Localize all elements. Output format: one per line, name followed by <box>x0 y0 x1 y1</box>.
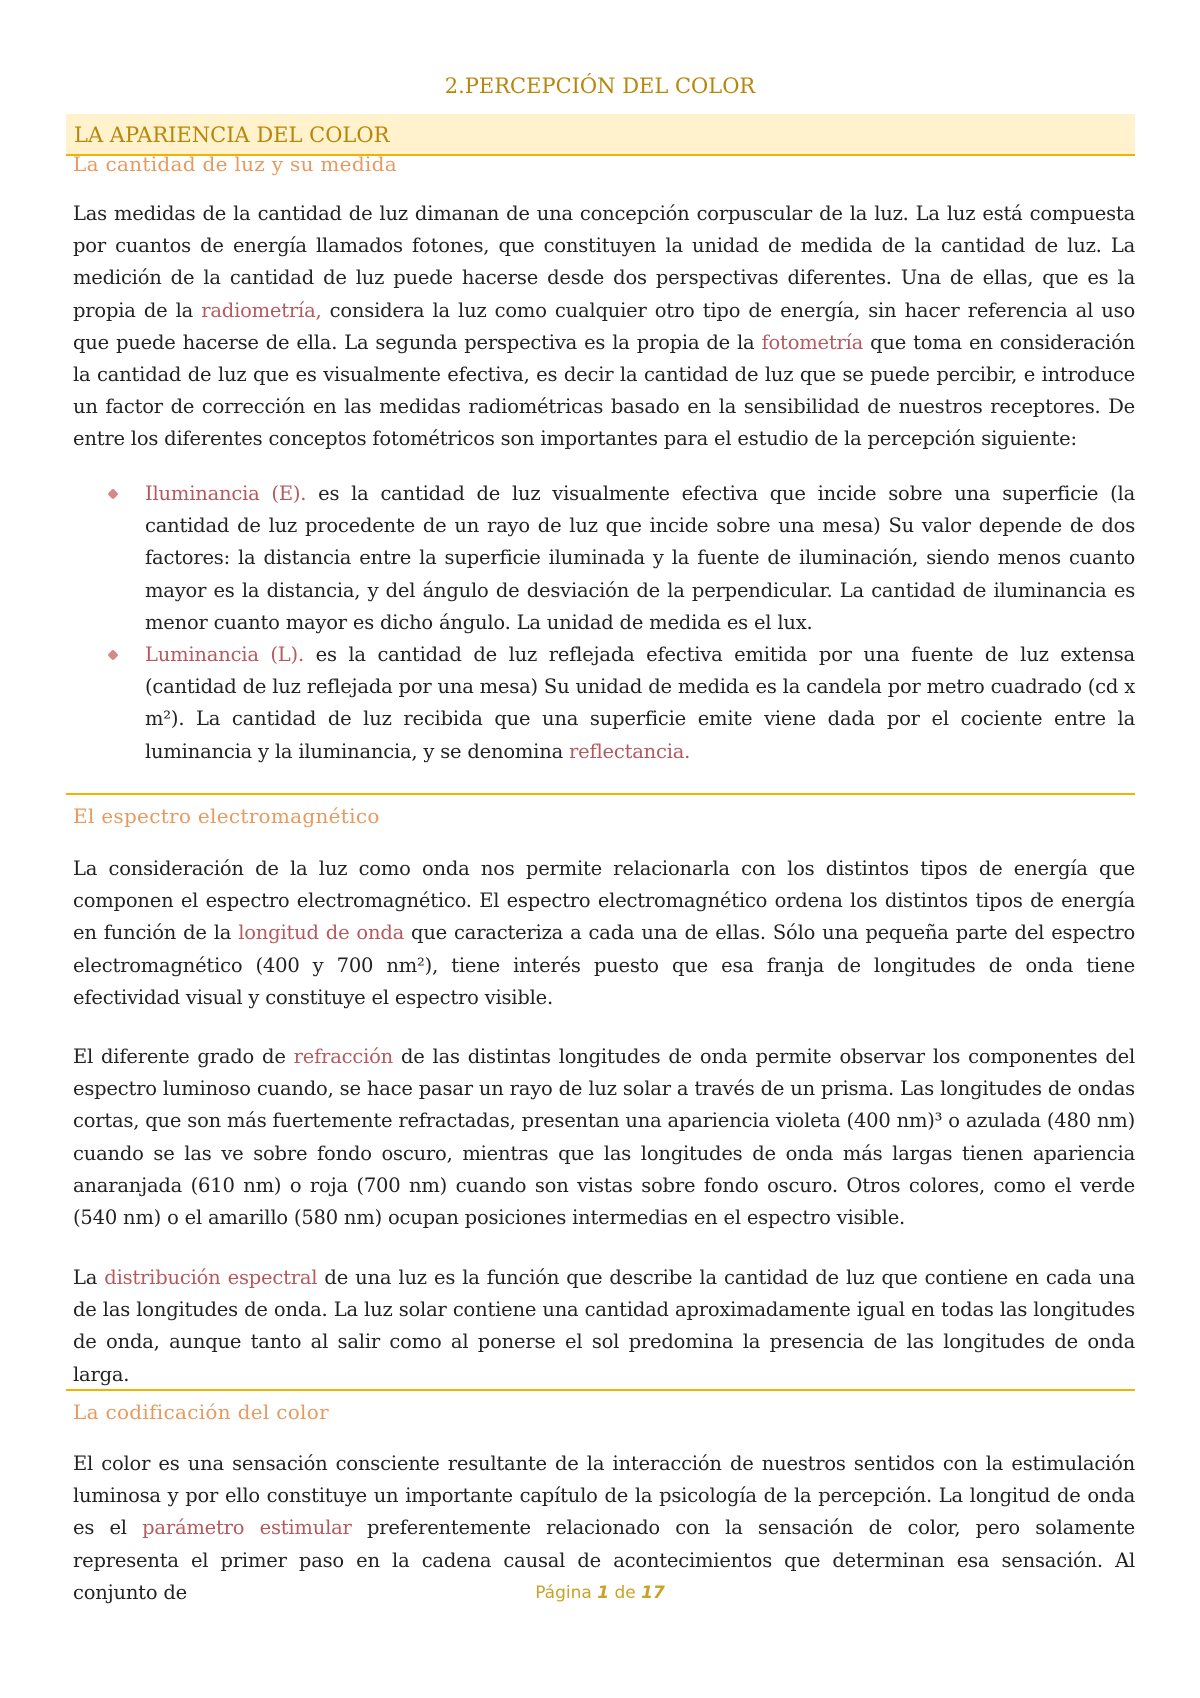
paragraph-refraccion: El diferente grado de refracción de las distintas longitudes de onda permite observar los componentes del espectro luminoso cuando, se hace pasar un rayo de luz solar a través de un prisma. Las longitudes de ondas cortas, que son más fuertemente refractadas, presentan una apariencia violeta (400 nm)³ o azulada (480 nm) cuando se las ve sobre fondo oscuro, mientras que las longitudes de onda más largas tienen apariencia anaranjada (610 nm) o roja (700 nm) cuando son vistas sobre fondo oscuro. Otros colores, como el verde (540 nm) o el amarillo (580 nm) ocupan posiciones intermedias en el espectro visible. <box>73 1045 1135 1230</box>
section-header <box>66 114 1135 156</box>
term-longitud-onda: longitud de onda <box>238 921 405 945</box>
subheading-codificacion: La codificación del color <box>73 1400 329 1424</box>
paragraph-espectro: La consideración de la luz como onda nos permite relacionarla con los distintos tipos de energía que componen el espectro electromagnético. El espectro electromagnético ordena los distintos tipos de energía en función de la longitud de onda que caracteriza a cada una de ellas. Sólo una pequeña parte del espectro electromagnético (400 y 700 nm²), tiene interés puesto que esa franja de longitudes de onda tiene efectividad visual y constituye el espectro visible. <box>73 857 1135 1009</box>
term-refraccion: refracción <box>293 1045 394 1068</box>
term-distribucion-espectral: distribución espectral <box>104 1266 318 1289</box>
term-fotometria: fotometría <box>761 330 864 354</box>
page-footer: Página 1 de 17 <box>535 1583 665 1603</box>
term-luminancia: Luminancia (L). <box>145 643 304 666</box>
subheading-espectro: El espectro electromagnético <box>73 804 380 828</box>
term-iluminancia: Iluminancia (E). <box>145 482 307 505</box>
list-item-luminancia: Luminancia (L). es la cantidad de luz reflejada efectiva emitida por una fuente de luz extensa (cantidad de luz reflejada por una mesa) Su unidad de medida es la candela por metro cuadrado (cd x m²). La cantidad de luz recibida que una superficie emite viene dada por el cociente entre la luminancia y la iluminancia, y se denomina reflectancia. <box>145 639 1135 768</box>
section-divider <box>66 1389 1135 1391</box>
bullet-icon <box>107 488 118 499</box>
page-total: 17 <box>641 1583 665 1603</box>
section-divider <box>66 793 1135 795</box>
document-title: 2.PERCEPCIÓN DEL COLOR <box>444 74 756 98</box>
paragraph-codificacion: El color es una sensación consciente resultante de la interacción de nuestros sentidos con la estimulación luminosa y por ello constituye un importante capítulo de la psicología de la percepción. La longitud de onda es el parámetro estimular preferentemente relacionado con la sensación de color, pero solamente representa el primer paso en la cadena causal de acontecimientos que determinan esa sensación. Al conjunto de <box>73 1452 1135 1604</box>
term-reflectancia: reflectancia. <box>569 739 691 763</box>
term-radiometria: radiometría, <box>201 298 322 322</box>
subheading-cantidad-luz: La cantidad de luz y su medida <box>73 152 397 176</box>
paragraph-distribucion: La distribución espectral de una luz es la función que describe la cantidad de luz que contiene en cada una de las longitudes de onda. La luz solar contiene una cantidad aproximadamente igual en todas las longitudes de onda, aunque tanto al salir como al ponerse el sol predomina la presencia de las longitudes de onda larga. <box>73 1266 1135 1386</box>
term-parametro-estimular: parámetro estimular <box>142 1516 352 1540</box>
list-item-iluminancia: Iluminancia (E). es la cantidad de luz visualmente efectiva que incide sobre una superficie (la cantidad de luz procedente de un rayo de luz que incide sobre una mesa) Su valor depende de dos factores: la distancia entre la superficie iluminada y la fuente de iluminación, siendo menos cuanto mayor es la distancia, y del ángulo de desviación de la perpendicular. La cantidad de iluminancia es menor cuanto mayor es dicho ángulo. La unidad de medida es el lux. <box>145 478 1135 639</box>
section-title: LA APARIENCIA DEL COLOR <box>74 123 390 147</box>
paragraph-medidas: Las medidas de la cantidad de luz dimanan de una concepción corpuscular de la luz. La luz está compuesta por cuantos de energía llamados fotones, que constituyen la unidad de medida de la cantidad de luz. La medición de la cantidad de luz puede hacerse desde dos perspectivas diferentes. Una de ellas, que es la propia de la radiometría, considera la luz como cualquier otro tipo de energía, sin hacer referencia al uso que puede hacerse de ella. La segunda perspectiva es la propia de la fotometría que toma en consideración la cantidad de luz que es visualmente efectiva, es decir la cantidad de luz que se puede percibir, e introduce un factor de corrección en las medidas radiométricas basado en la sensibilidad de nuestros receptores. De entre los diferentes conceptos fotométricos son importantes para el estudio de la percepción siguiente: <box>73 202 1135 451</box>
bullet-icon <box>107 649 118 660</box>
page-number: 1 <box>597 1583 610 1603</box>
